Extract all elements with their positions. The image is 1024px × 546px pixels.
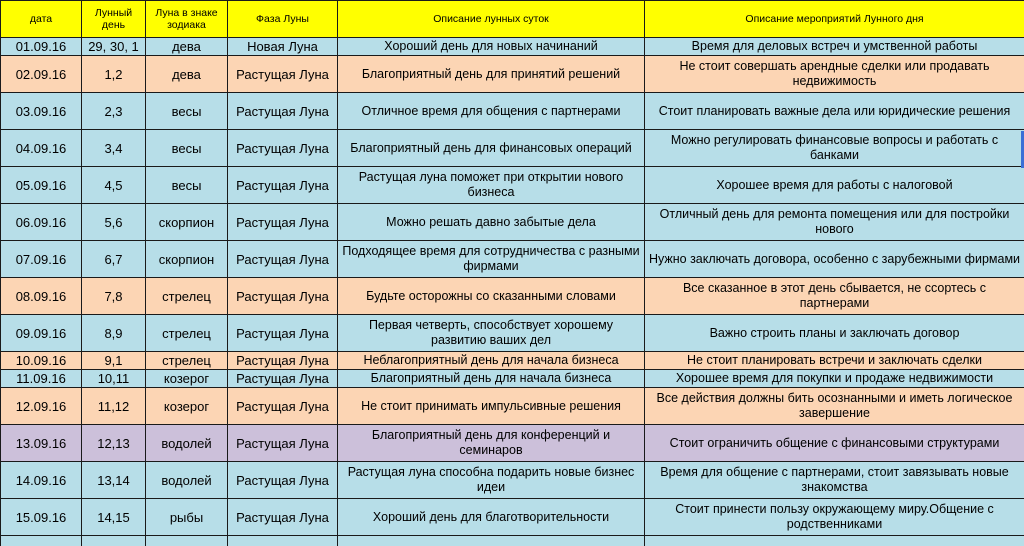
cell-phase[interactable]: Растущая Луна (228, 370, 338, 388)
cell-day-description[interactable]: Благоприятный день для конференций и семинаров (338, 425, 645, 462)
table-row (1, 167, 1024, 204)
cell-phase[interactable]: Растущая Луна (228, 388, 338, 425)
cell-zodiac[interactable]: рыбы (146, 499, 228, 536)
cell-date[interactable]: 12.09.16 (1, 388, 82, 425)
table-row (1, 278, 1024, 315)
cell-phase[interactable]: Растущая Луна (228, 130, 338, 167)
cell-date[interactable]: 15.09.16 (1, 499, 82, 536)
cell-lunar-day[interactable]: 6,7 (82, 241, 146, 278)
cell-lunar-day[interactable]: 3,4 (82, 130, 146, 167)
header-row (1, 1, 1024, 38)
cell-phase[interactable]: Растущая Луна (228, 499, 338, 536)
cell-day-description[interactable]: Хороший день для новых начинаний (338, 38, 645, 56)
cell-events-description[interactable]: Стоит планировать важные дела или юридические решения (645, 93, 1024, 130)
cell-day-description[interactable]: Растущая луна способна подарить новые бизнес идеи (338, 462, 645, 499)
cell-events-description[interactable]: Отличный день для ремонта помещения или для постройки нового (645, 204, 1024, 241)
cell-events-description[interactable]: Не стоит совершать арендные сделки или продавать недвижимость (645, 56, 1024, 93)
cell-date[interactable] (1, 536, 82, 546)
cell-events-description[interactable]: Хорошее время для покупки и продаже недвижимости (645, 370, 1024, 388)
cell-phase[interactable]: Новая Луна (228, 38, 338, 56)
cell-lunar-day[interactable]: 10,11 (82, 370, 146, 388)
header-events-description[interactable]: Описание мероприятий Лунного дня (645, 1, 1024, 38)
cell-day-description[interactable]: Подходящее время для сотрудничества с разными фирмами (338, 241, 645, 278)
cell-day-description[interactable]: Растущая луна поможет при открытии нового бизнеса (338, 167, 645, 204)
table-row (1, 241, 1024, 278)
cell-zodiac[interactable]: стрелец (146, 278, 228, 315)
cell-lunar-day[interactable]: 2,3 (82, 93, 146, 130)
cell-events-description[interactable]: Время для деловых встреч и умственной работы (645, 38, 1024, 56)
cell-date[interactable]: 01.09.16 (1, 38, 82, 56)
cell-date[interactable]: 05.09.16 (1, 167, 82, 204)
cell-date[interactable]: 03.09.16 (1, 93, 82, 130)
cell-lunar-day[interactable]: 12,13 (82, 425, 146, 462)
cell-phase[interactable]: Растущая Луна (228, 352, 338, 370)
cell-events-description[interactable]: Стоит принести пользу окружающему миру.Общение с родственниками (645, 499, 1024, 536)
cell-date[interactable]: 09.09.16 (1, 315, 82, 352)
table-row (1, 130, 1024, 167)
cell-events-description[interactable]: Можно регулировать финансовые вопросы и работать с банками (645, 130, 1024, 167)
cell-date[interactable]: 07.09.16 (1, 241, 82, 278)
cell-phase[interactable]: Растущая Луна (228, 167, 338, 204)
cell-lunar-day[interactable]: 14,15 (82, 499, 146, 536)
cell-lunar-day[interactable]: 11,12 (82, 388, 146, 425)
cell-lunar-day[interactable]: 1,2 (82, 56, 146, 93)
cell-lunar-day[interactable]: 8,9 (82, 315, 146, 352)
header-lunar-day[interactable]: Лунный день (82, 1, 146, 38)
cell-lunar-day[interactable] (82, 536, 146, 546)
table-row (1, 38, 1024, 56)
cell-zodiac[interactable]: весы (146, 167, 228, 204)
cell-day-description[interactable]: Отличное время для общения с партнерами (338, 93, 645, 130)
cell-date[interactable]: 02.09.16 (1, 56, 82, 93)
table-row (1, 388, 1024, 425)
table-row (1, 352, 1024, 370)
cell-zodiac[interactable]: скорпион (146, 204, 228, 241)
cell-phase[interactable] (228, 536, 338, 546)
cell-day-description[interactable]: Благоприятный день для финансовых операций (338, 130, 645, 167)
table-row (1, 93, 1024, 130)
cell-lunar-day[interactable]: 29, 30, 1 (82, 38, 146, 56)
cell-day-description[interactable]: Благоприятный день для принятий решений (338, 56, 645, 93)
cell-events-description[interactable] (645, 536, 1024, 546)
table-row (1, 204, 1024, 241)
cell-zodiac[interactable]: скорпион (146, 241, 228, 278)
cell-date[interactable]: 11.09.16 (1, 370, 82, 388)
cell-zodiac[interactable]: козерог (146, 388, 228, 425)
cell-lunar-day[interactable]: 7,8 (82, 278, 146, 315)
cell-events-description[interactable]: Все сказанное в этот день сбывается, не ссортесь с партнерами (645, 278, 1024, 315)
cell-date[interactable]: 08.09.16 (1, 278, 82, 315)
cell-events-description[interactable]: Хорошее время для работы с налоговой (645, 167, 1024, 204)
cell-phase[interactable]: Растущая Луна (228, 425, 338, 462)
cell-day-description[interactable]: Можно решать давно забытые дела (338, 204, 645, 241)
cell-events-description[interactable]: Не стоит планировать встречи и заключать сделки (645, 352, 1024, 370)
cell-date[interactable]: 13.09.16 (1, 425, 82, 462)
cell-day-description[interactable]: Хороший день для благотворительности (338, 499, 645, 536)
cell-events-description[interactable]: Нужно заключать договора, особенно с зарубежными фирмами (645, 241, 1024, 278)
cell-events-description[interactable]: Время для общение с партнерами, стоит завязывать новые знакомства (645, 462, 1024, 499)
cell-phase[interactable]: Растущая Луна (228, 93, 338, 130)
cell-date[interactable]: 04.09.16 (1, 130, 82, 167)
header-day-description[interactable]: Описание лунных суток (338, 1, 645, 38)
cell-events-description[interactable]: Важно строить планы и заключать договор (645, 315, 1024, 352)
table-row (1, 370, 1024, 388)
header-phase[interactable]: Фаза Луны (228, 1, 338, 38)
cell-day-description[interactable]: Неблагоприятный день для начала бизнеса (338, 352, 645, 370)
cell-date[interactable]: 06.09.16 (1, 204, 82, 241)
cell-lunar-day[interactable]: 4,5 (82, 167, 146, 204)
cell-date[interactable]: 14.09.16 (1, 462, 82, 499)
cell-lunar-day[interactable]: 9,1 (82, 352, 146, 370)
cell-zodiac[interactable]: дева (146, 56, 228, 93)
cell-zodiac[interactable]: стрелец (146, 315, 228, 352)
cell-lunar-day[interactable]: 13,14 (82, 462, 146, 499)
cell-phase[interactable]: Растущая Луна (228, 56, 338, 93)
table-row (1, 425, 1024, 462)
cell-zodiac[interactable]: весы (146, 93, 228, 130)
table-body (1, 38, 1024, 546)
cell-date[interactable]: 10.09.16 (1, 352, 82, 370)
table-row (1, 56, 1024, 93)
cell-lunar-day[interactable]: 5,6 (82, 204, 146, 241)
cell-zodiac[interactable]: дева (146, 38, 228, 56)
cell-events-description[interactable]: Все действия должны бить осознанными и иметь логическое завершение (645, 388, 1024, 425)
cell-phase[interactable]: Растущая Луна (228, 462, 338, 499)
table-row (1, 462, 1024, 499)
cell-phase[interactable]: Растущая Луна (228, 278, 338, 315)
cell-phase[interactable]: Растущая Луна (228, 241, 338, 278)
table-row (1, 315, 1024, 352)
cell-zodiac[interactable]: весы (146, 130, 228, 167)
cell-zodiac[interactable]: водолей (146, 462, 228, 499)
table-row (1, 536, 1024, 546)
cell-zodiac[interactable]: водолей (146, 425, 228, 462)
header-date[interactable]: дата (1, 1, 82, 38)
cell-day-description[interactable]: Будьте осторожны со сказанными словами (338, 278, 645, 315)
table-row (1, 499, 1024, 536)
cell-zodiac[interactable] (146, 536, 228, 546)
cell-day-description[interactable]: Благоприятный день для начала бизнеса (338, 370, 645, 388)
cell-zodiac[interactable]: стрелец (146, 352, 228, 370)
cell-day-description[interactable] (338, 536, 645, 546)
header-zodiac[interactable]: Луна в знаке зодиака (146, 1, 228, 38)
cell-zodiac[interactable]: козерог (146, 370, 228, 388)
cell-day-description[interactable]: Первая четверть, способствует хорошему развитию ваших дел (338, 315, 645, 352)
cell-events-description[interactable]: Стоит ограничить общение с финансовыми структурами (645, 425, 1024, 462)
cell-phase[interactable]: Растущая Луна (228, 204, 338, 241)
cell-phase[interactable]: Растущая Луна (228, 315, 338, 352)
cell-day-description[interactable]: Не стоит принимать импульсивные решения (338, 388, 645, 425)
